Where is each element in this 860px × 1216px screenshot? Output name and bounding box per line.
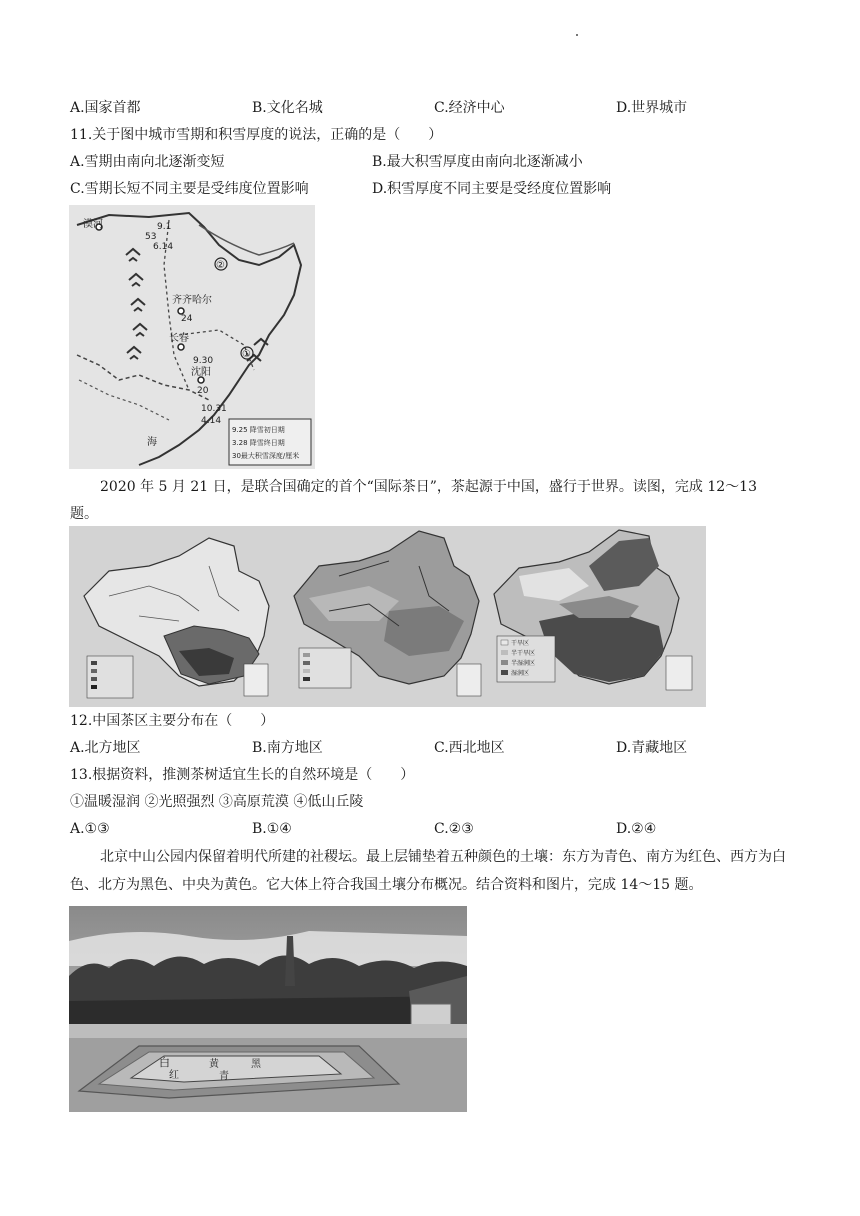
q10-option-c[interactable]: C.经济中心 — [434, 100, 505, 116]
legend-item: 30最大积雪深度/厘米 — [232, 452, 300, 460]
snow-map-figure — [69, 205, 315, 469]
value-label: 4.14 — [201, 416, 222, 426]
q10-option-d[interactable]: D.世界城市 — [616, 100, 688, 116]
altar-photo — [69, 906, 467, 1112]
city-label-changchun: 长春 — [169, 333, 189, 344]
circle-mark-1: ① — [242, 349, 251, 360]
q12-stem: 12.中国茶区主要分布在（ ） — [70, 713, 275, 729]
q10-option-a[interactable]: A.国家首都 — [70, 100, 141, 116]
q11-option-b[interactable]: B.最大积雪厚度由南向北逐渐减小 — [372, 154, 583, 170]
value-label: 6.14 — [153, 242, 174, 252]
q12-option-d[interactable]: D.青藏地区 — [616, 740, 688, 756]
q10-option-b[interactable]: B.文化名城 — [252, 100, 323, 116]
q11-option-a[interactable]: A.雪期由南向北逐渐变短 — [70, 154, 225, 170]
q12-option-c[interactable]: C.西北地区 — [434, 740, 505, 756]
legend-item: 干旱区 — [511, 640, 530, 647]
city-label-mohe: 漠河 — [83, 219, 103, 230]
soil-label-yellow: 黄 — [209, 1059, 219, 1070]
legend-item: 湿润区 — [511, 670, 530, 677]
q12-option-a[interactable]: A.北方地区 — [70, 740, 141, 756]
legend-item: 半干旱区 — [511, 650, 536, 657]
tea-intro-line2: 题。 — [70, 506, 98, 522]
soil-intro-paragraph: 北京中山公园内保留着明代所建的社稷坛。最上层铺垫着五种颜色的土壤：东方为青色、南方为红色、西方为白色、北方为黑色、中央为黄色。它大体上符合我国土壤分布概况。结合资料和图片，完成 14～15 题。 — [70, 849, 786, 893]
q11-option-d[interactable]: D.积雪厚度不同主要是受经度位置影响 — [372, 181, 612, 197]
legend-item: 半湿润区 — [511, 660, 536, 667]
legend-item: 9.25 降雪初日期 — [232, 426, 285, 434]
value-label: 9.1 — [157, 222, 172, 232]
q13-option-a[interactable]: A.①③ — [70, 821, 110, 837]
sea-label: 海 — [147, 437, 157, 448]
tea-intro-line1: 2020 年 5 月 21 日，是联合国确定的首个“国际茶日”，茶起源于中国，盛行于世界。读图，完成 12～13 — [100, 479, 757, 495]
q12-option-b[interactable]: B.南方地区 — [252, 740, 323, 756]
city-label-qiqihar: 齐齐哈尔 — [172, 295, 212, 306]
q11-stem: 11.关于图中城市雪期和积雪厚度的说法，正确的是（ ） — [70, 127, 443, 143]
tea-maps-figure — [69, 526, 706, 707]
soil-label-red: 红 — [169, 1070, 179, 1081]
legend-item: 3.28 降雪终日期 — [232, 439, 285, 447]
q13-option-b[interactable]: B.①④ — [252, 821, 292, 837]
altar-photo-svg — [69, 906, 467, 1112]
value-label: 24 — [181, 314, 193, 324]
circle-mark-2: ② — [216, 260, 225, 271]
q13-choices: ①温暖湿润 ②光照强烈 ③高原荒漠 ④低山丘陵 — [70, 794, 364, 810]
q11-option-c[interactable]: C.雪期长短不同主要是受纬度位置影响 — [70, 181, 309, 197]
q13-stem: 13.根据资料，推测茶树适宜生长的自然环境是（ ） — [70, 767, 415, 783]
q13-option-d[interactable]: D.②④ — [616, 821, 657, 837]
soil-label-black: 黑 — [251, 1059, 261, 1070]
value-label: 53 — [145, 232, 157, 242]
snow-map-svg — [69, 205, 315, 469]
value-label: 10.31 — [201, 404, 227, 414]
tea-maps-svg — [69, 526, 706, 707]
city-label-shenyang: 沈阳 — [191, 367, 211, 378]
soil-label-white: 白 — [159, 1056, 170, 1069]
scan-dot — [576, 34, 578, 36]
q13-option-c[interactable]: C.②③ — [434, 821, 474, 837]
value-label: 20 — [197, 386, 209, 396]
soil-label-cyan: 青 — [219, 1071, 229, 1082]
value-label: 9.30 — [193, 356, 214, 366]
